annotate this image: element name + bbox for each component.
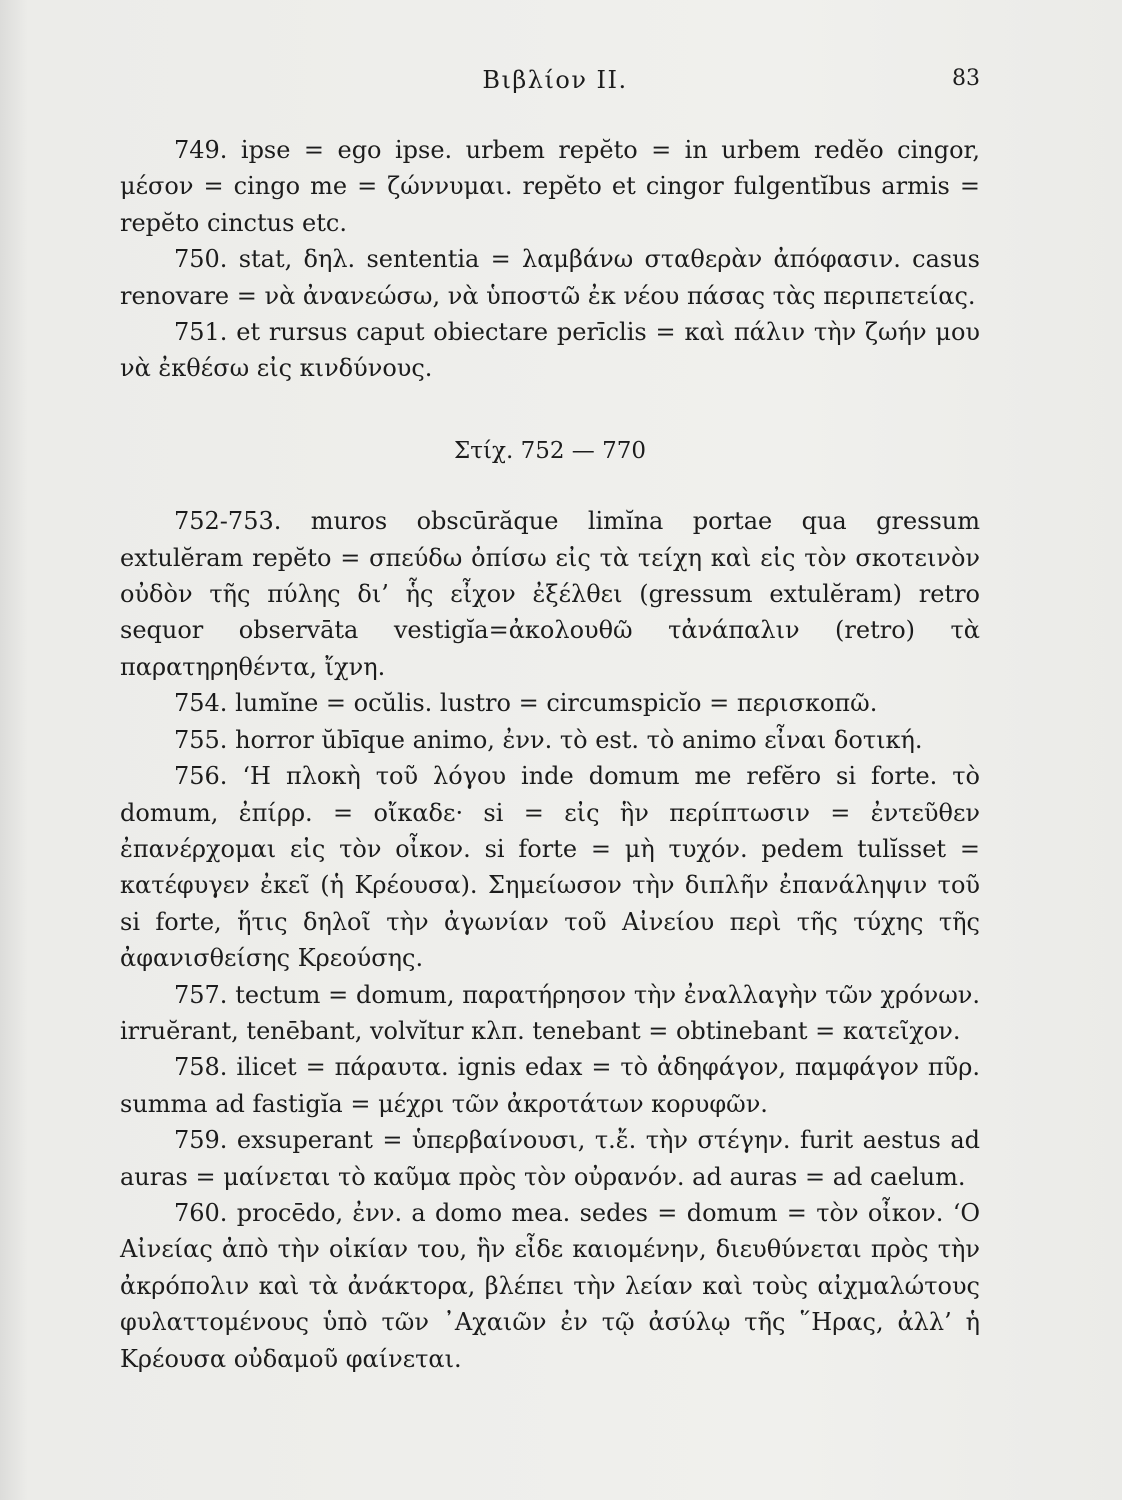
note-754: 754. lumĭne = ocŭlis. lustro = circumspicĭo = περισκοπῶ. xyxy=(174,689,878,718)
note-755: 755. horror ŭbīque animo, ἐνν. τὸ est. τὸ animo εἶναι δοτική. xyxy=(174,725,923,754)
note-756: 756. ‘Η πλοκὴ τοῦ λόγου inde domum me refĕro si forte. τὸ domum, ἐπίρρ. = οἴκαδε· si = εἰς ἣν περίπτωσιν = ἐντεῦθεν ἐπανέρχομαι εἰς τὸν οἶκον. si forte = μὴ τυχόν. pedem tulĭsset = κατέφυγεν ἐκεῖ (ἡ Κρέουσα). Σημείωσον τὴν διπλῆν ἐπανάληψιν τοῦ si forte, ἥτις δηλοῖ τὴν ἀγωνίαν τοῦ Αἰνείου περὶ τῆς τύχης τῆς ἀφανισθείσης Κρεούσης. xyxy=(120,762,980,973)
note-750: 750. stat, δηλ. sententia = λαμβάνω σταθερὰν ἀπόφασιν. casus renovare = νὰ ἀνανεώσω, νὰ ὑποστῶ ἐκ νέου πάσας τὰς περιπετείας. xyxy=(120,245,980,310)
commentary-text xyxy=(120,132,980,1377)
note-758: 758. ilicet = πάραυτα. ignis edax = τὸ ἀδηφάγον, παμφάγον πῦρ. summa ad fastigĭa = μέχρι τῶν ἀκροτάτων κορυφῶν. xyxy=(120,1053,980,1118)
section-heading: Στίχ. 752 — 770 xyxy=(454,437,646,464)
note-760: 760. procēdo, ἐνν. a domo mea. sedes = domum = τὸν οἶκον. ‘Ο Αἰνείας ἀπὸ τὴν οἰκίαν του, ἣν εἶδε καιομένην, διευθύνεται πρὸς τὴν ἀκρόπολιν καὶ τὰ ἀνάκτορα, βλέπει τὴν λείαν καὶ τοὺς αἰχμαλώτους φυλαττομένους ὑπὸ τῶν ᾿Αχαιῶν ἐν τῷ ἀσύλῳ τῆς ῞Ηρας, ἀλλ’ ἡ Κρέουσα οὐδαμοῦ φαίνεται. xyxy=(120,1198,980,1373)
note-752-753: 752-753. muros obscūrăque limĭna portae qua gressum extulĕram repĕto = σπεύδω ὀπίσω εἰς τὰ τείχη καὶ εἰς τὸν σκοτεινὸν οὐδὸν τῆς πύλης δι’ ἧς εἶχον ἐξέλθει (gressum extulĕram) retro sequor observāta vestigĭa=ἀκολουθῶ τἀνάπαλιν (retro) τὰ παρατηρηθέντα, ἴχνη. xyxy=(120,507,980,681)
note-759: 759. exsuperant = ὑπερβαίνουσι, τ.ἔ. τὴν στέγην. furit aestus ad auras = μαίνεται τὸ καῦμα πρὸς τὸν οὐρανόν. ad auras = ad caelum. xyxy=(120,1126,980,1191)
page-number: 83 xyxy=(952,66,980,91)
note-751: 751. et rursus caput obiectare perīclis = καὶ πάλιν τὴν ζωήν μου νὰ ἐκθέσω εἰς κινδύνους. xyxy=(120,318,980,383)
note-757: 757. tectum = domum, παρατήρησον τὴν ἐναλλαγὴν τῶν χρόνων. irruĕrant, tenēbant, volvĭtur κλπ. tenebant = obtinebant = κατεῖχον. xyxy=(120,980,980,1045)
page-header xyxy=(120,66,990,106)
running-title: Βιβλίον II. xyxy=(482,66,628,94)
note-749: 749. ipse = ego ipse. urbem repĕto = in urbem redĕo cingor, μέσον = cingo me = ζώννυμαι. repĕto et cingor fulgentĭbus armis = repĕto cinctus etc. xyxy=(120,136,980,237)
